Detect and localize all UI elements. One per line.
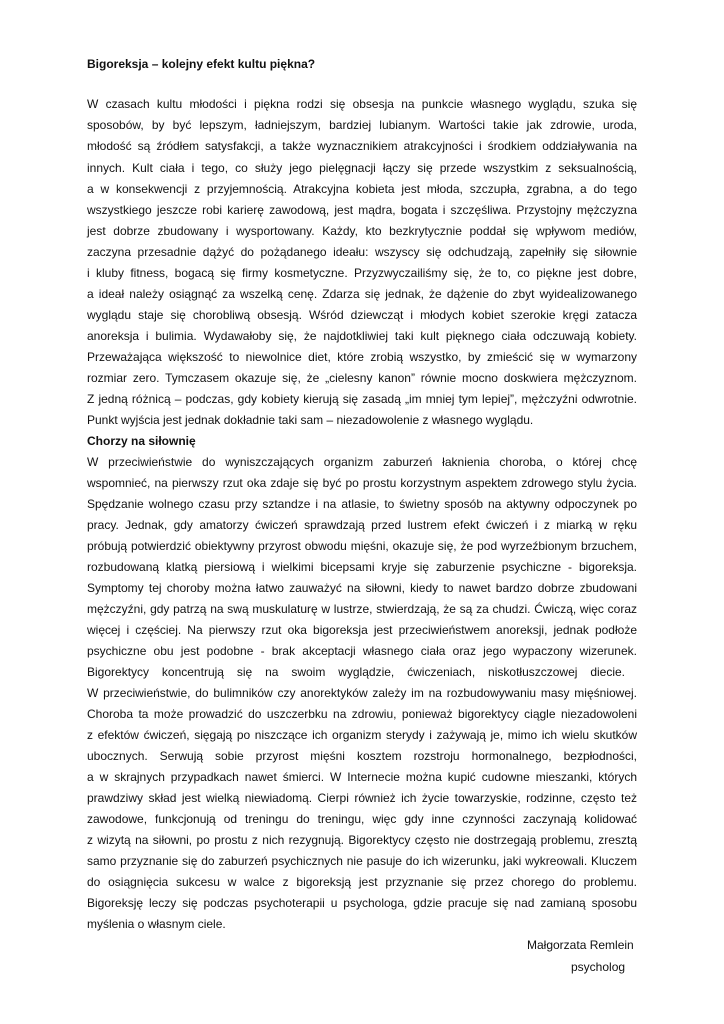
document-page [87, 0, 637, 1024]
paragraph-line: Symptomy tej choroby można łatwo zauważyć na siłowni, kiedy to nawet bardzo dobrze zbudowani [87, 581, 637, 595]
paragraph-line: anoreksja i bulimia. Wydawałoby się, że najdotkliwiej taki kult pięknego ciała odczuwają kobiety. [87, 329, 637, 343]
paragraph-line: ubocznych. Serwują sobie przyrost mięśni kosztem rozstroju hormonalnego, bezpłodności, [87, 749, 637, 763]
paragraph-line: sposobów, by być lepszym, ładniejszym, bardziej lubianym. Wartości takie jak zdrowie, uroda, [87, 118, 637, 132]
paragraph-line: samo przyznanie się do zaburzeń psychicznych nie pasuje do ich wizerunku, jaki wykreowali. Kluczem [87, 854, 637, 868]
paragraph-line: Z jedną różnicą – podczas, gdy kobiety kierują się zasadą „im mniej tym lepiej”, mężczyźni odwrotnie. [87, 392, 637, 406]
paragraph-line: i kluby fitness, bogacą się firmy kosmetyczne. Przyzwyczailiśmy się, że to, co piękne jest dobre, [87, 266, 637, 280]
paragraph-line: prawdziwy skład jest wielką niewiadomą. Cierpi również ich życie towarzyskie, rodzinne, często też [87, 791, 637, 805]
paragraph-line: psychiczne obu jest podobne - brak akceptacji własnego ciała oraz jego wypaczony wizerunek. [87, 644, 637, 658]
paragraph-line: Spędzanie wolnego czasu przy sztandze i na atlasie, to świetny sposób na aktywny odpoczynek po [87, 497, 637, 511]
signature-name: Małgorzata Remlein [527, 938, 634, 952]
paragraph-line: mężczyźni, gdy patrzą na swą muskulaturę w lustrze, stwierdzają, że są za chudzi. Ćwiczą, więc coraz [87, 602, 637, 616]
paragraph-line: W przeciwieństwie do wyniszczających organizm zaburzeń łaknienia choroba, o której chcę [87, 455, 637, 469]
paragraph-line: zaczyna przesadnie dążyć do pożądanego ideału: wszyscy się odchudzają, zapełniły się siłownie [87, 245, 637, 259]
paragraph-line: pracy. Jednak, gdy amatorzy ćwiczeń sprawdzają przed lustrem efekt ćwiczeń i z miarką w ręku [87, 518, 637, 532]
paragraph-line: Bigorektycy koncentrują się na swoim wyglądzie, ćwiczeniach, niskotłuszczowej diecie. [87, 665, 625, 679]
paragraph-line: wyglądu staje się chorobliwą obsesją. Wśród dziewcząt i młodych kobiet szerokie kręgi zatacza [87, 308, 637, 322]
paragraph-line: a ideał należy osiągnąć za wszelką cenę. Zdarza się jednak, że dążenie do zbyt wyidealizowanego [87, 287, 637, 301]
paragraph-line: W przeciwieństwie, do bulimników czy anorektyków zależy im na rozbudowywaniu masy mięśniowej. [87, 686, 637, 700]
paragraph-line: a w konsekwencji z przyjemnością. Atrakcyjna kobieta jest młoda, szczupła, zgrabna, a do tego [87, 182, 637, 196]
paragraph-line: zawodowe, funkcjonują od treningu do treningu, więc gdy inne czynności zaczynają kolidować [87, 812, 637, 826]
paragraph-line: Punkt wyjścia jest jednak dokładnie taki sam – niezadowolenie z własnego wyglądu. [87, 413, 534, 427]
paragraph-line: Choroba ta może prowadzić do uszczerbku na zdrowiu, ponieważ bigorektycy ciągle niezadowoleni [87, 707, 637, 721]
section-heading: Chorzy na siłownię [87, 434, 196, 448]
document-title: Bigoreksja – kolejny efekt kultu piękna? [87, 57, 316, 71]
paragraph-line: innych. Kult ciała i tego, co służy jego pielęgnacji łączy się przede wszystkim z seksualnością, [87, 161, 637, 175]
paragraph-line: jest dobrze zbudowany i wysportowany. Każdy, kto bezkrytycznie poddał się wpływom mediów, [87, 224, 637, 238]
paragraph-line: W czasach kultu młodości i piękna rodzi się obsesja na punkcie własnego wyglądu, szuka się [87, 97, 637, 111]
paragraph-line: Przeważająca większość to niewolnice diet, które zrobią wszystko, by zmieścić się w wymarzony [87, 350, 637, 364]
paragraph-line: z efektów ćwiczeń, sięgają po niszczące ich organizm sterydy i zażywają je, mimo ich wielu skutków [87, 728, 637, 742]
paragraph-line: rozmiar zero. Tymczasem okazuje się, że „cielesny kanon” równie mocno doskwiera mężczyznom. [87, 371, 637, 385]
paragraph-line: wspomnieć, na pierwszy rzut oka zdaje się być po prostu korzystnym aspektem zdrowego stylu życia. [87, 476, 637, 490]
paragraph-line: próbują potwierdzić obiektywny przyrost obwodu mięśni, okazuje się, że pod wyrzeźbionym brzuchem, [87, 539, 637, 553]
paragraph-line: z wizytą na siłowni, po prostu z nich rezygnują. Bigorektycy często nie dostrzegają problemu, zresztą [87, 833, 637, 847]
paragraph-line: więcej i częściej. Na pierwszy rzut oka bigoreksja jest przeciwieństwem anoreksji, jednak podłoże [87, 623, 637, 637]
paragraph-line: Bigoreksję leczy się podczas psychoterapii u psychologa, gdzie pracuje się nad zamianą sposobu [87, 896, 637, 910]
signature-role: psycholog [571, 960, 626, 974]
paragraph-line: rozbudowaną klatką piersiową i wielkimi bicepsami kryje się zaburzenie psychiczne - bigoreksja. [87, 560, 637, 574]
paragraph-line: myślenia o własnym ciele. [87, 917, 226, 931]
paragraph-line: a w skrajnych przypadkach nawet śmierci. W Internecie można kupić cudowne mieszanki, których [87, 770, 637, 784]
paragraph-line: do osiągnięcia sukcesu w walce z bigoreksją jest przyznanie się przez chorego do problemu. [87, 875, 637, 889]
paragraph-line: młodość są źródłem satysfakcji, a także wyznacznikiem atrakcyjności i środkiem oddziaływania na [87, 139, 637, 153]
paragraph-line: wszystkiego jeszcze robi karierę zawodową, jest mądra, bogata i szczęśliwa. Przystojny mężczyzna [87, 203, 637, 217]
